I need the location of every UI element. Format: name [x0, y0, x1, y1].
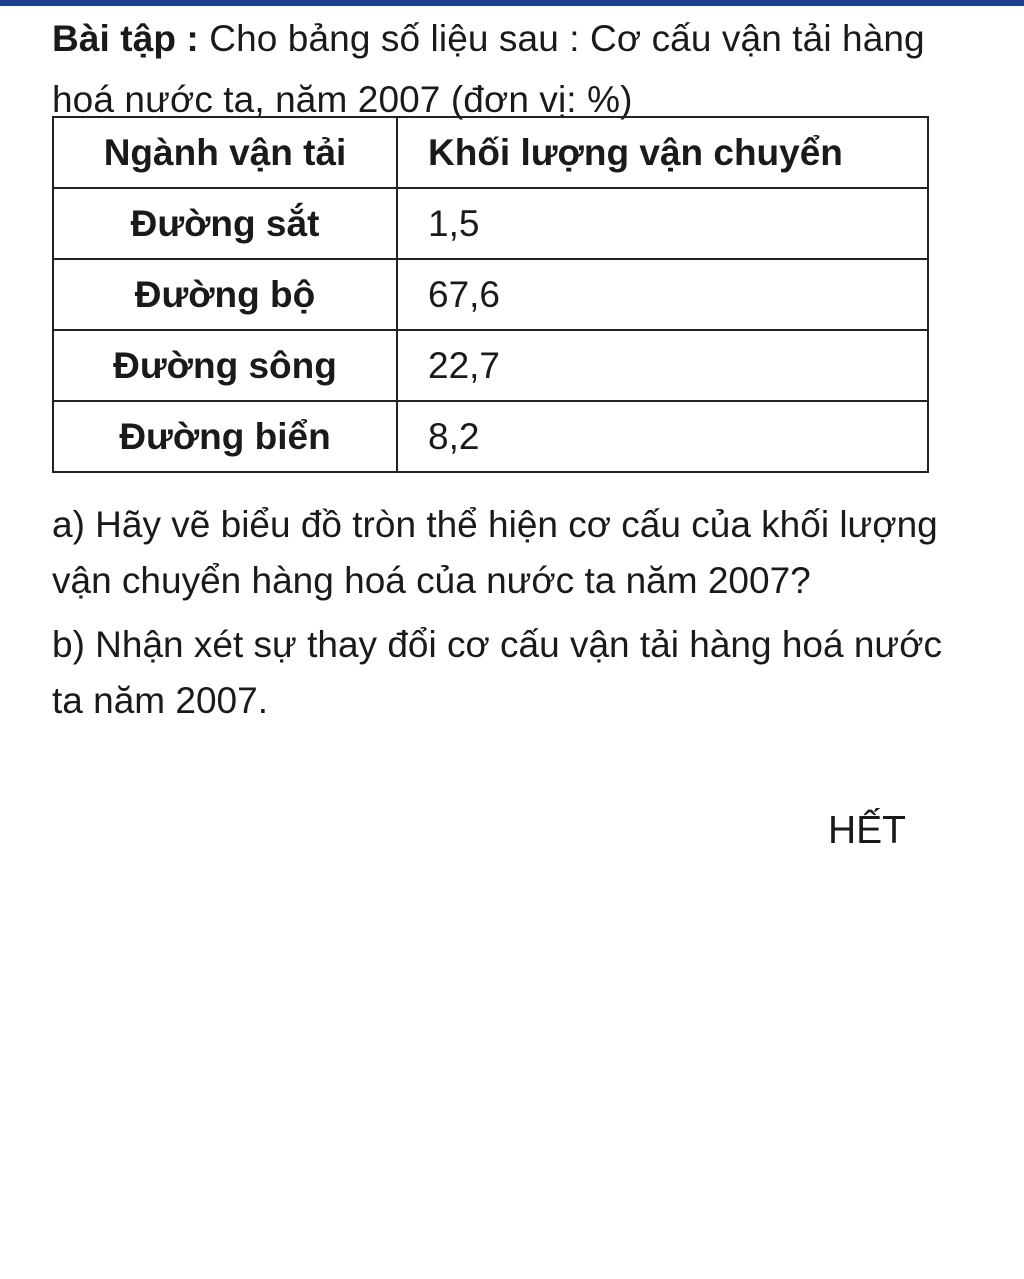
question-b: b) Nhận xét sự thay đổi cơ cấu vận tải hàng hoá nước ta năm 2007.: [52, 624, 942, 721]
row-volume-value: 22,7: [397, 330, 928, 401]
table-header-row: [53, 117, 928, 188]
table-row: [53, 401, 928, 472]
row-volume-value: 67,6: [397, 259, 928, 330]
exercise-intro: [52, 8, 982, 130]
row-sector-name: Đường sắt: [53, 188, 397, 259]
row-sector-name: Đường biển: [53, 401, 397, 472]
question-a: a) Hãy vẽ biểu đồ tròn thể hiện cơ cấu của khối lượng vận chuyển hàng hoá của nước ta năm 2007?: [52, 504, 938, 601]
column-header-volume: Khối lượng vận chuyển: [397, 117, 928, 188]
table-row: [53, 188, 928, 259]
row-sector-name: Đường sông: [53, 330, 397, 401]
top-accent-bar: [0, 0, 1024, 6]
table-row: [53, 259, 928, 330]
exercise-text: Cho bảng số liệu sau : Cơ cấu vận tải hàng hoá nước ta, năm 2007 (đơn vị: %): [52, 18, 925, 120]
exercise-label: Bài tập :: [52, 18, 199, 59]
data-table: [52, 116, 929, 473]
end-marker: HẾT: [828, 809, 906, 852]
table-row: [53, 330, 928, 401]
column-header-sector: Ngành vận tải: [53, 117, 397, 188]
document-intro: [52, 8, 982, 130]
row-volume-value: 8,2: [397, 401, 928, 472]
row-volume-value: 1,5: [397, 188, 928, 259]
questions-section: [52, 497, 982, 729]
row-sector-name: Đường bộ: [53, 259, 397, 330]
